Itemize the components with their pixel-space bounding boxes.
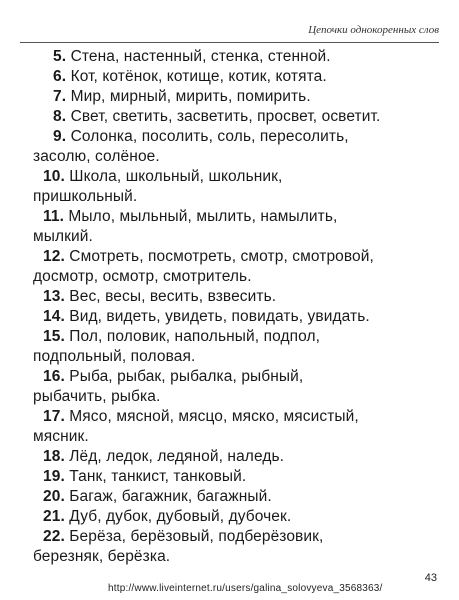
item-words-continuation: засолю, солёное. — [33, 148, 160, 165]
list-item — [33, 207, 443, 247]
list-item-first-line — [33, 307, 443, 327]
item-number: 11. — [43, 208, 64, 225]
list-item-first-line — [33, 467, 443, 487]
item-number: 5. — [53, 48, 67, 65]
item-words: Берёза, берёзовый, подберёзовик, — [69, 528, 324, 545]
list-item — [33, 47, 443, 67]
list-item — [33, 407, 443, 447]
list-item-first-line — [33, 447, 443, 467]
item-words: Мыло, мыльный, мылить, намылить, — [68, 208, 338, 225]
item-words: Лёд, ледок, ледяной, наледь. — [69, 448, 285, 465]
list-item — [33, 527, 443, 567]
item-words-continuation: мясник. — [33, 428, 89, 445]
item-words-continuation: березняк, берёзка. — [33, 548, 171, 565]
list-item — [33, 507, 443, 527]
item-number: 9. — [53, 128, 67, 145]
item-words: Смотреть, посмотреть, смотр, смотровой, — [69, 248, 374, 265]
item-words: Кот, котёнок, котище, котик, котята. — [70, 68, 327, 85]
item-number: 15. — [43, 328, 65, 345]
list-item — [33, 87, 443, 107]
item-number: 6. — [53, 68, 67, 85]
list-item — [33, 447, 443, 467]
list-item — [33, 367, 443, 407]
item-words: Вид, видеть, увидеть, повидать, увидать. — [69, 308, 370, 325]
list-item-first-line — [33, 507, 443, 527]
item-number: 20. — [43, 488, 65, 505]
item-words: Вес, весы, весить, взвесить. — [69, 288, 277, 305]
item-words-continuation: рыбачить, рыбка. — [33, 388, 161, 405]
list-item — [33, 467, 443, 487]
item-number: 10. — [43, 168, 65, 185]
list-item — [33, 487, 443, 507]
item-number: 19. — [43, 468, 65, 485]
list-item-first-line — [33, 287, 443, 307]
list-item — [33, 127, 443, 167]
page-number: 43 — [424, 572, 437, 584]
list-item-first-line — [33, 407, 443, 427]
running-header: Цепочки однокоренных слов — [308, 24, 439, 36]
word-chain-list — [33, 47, 443, 567]
item-words: Мясо, мясной, мясцо, мяско, мясистый, — [69, 408, 359, 425]
list-item-first-line — [33, 327, 443, 347]
list-item-first-line — [33, 247, 443, 267]
item-words-continuation: пришкольный. — [33, 188, 138, 205]
list-item — [33, 247, 443, 287]
list-item-first-line — [33, 107, 443, 127]
list-item-first-line — [33, 127, 443, 147]
item-words: Рыба, рыбак, рыбалка, рыбный, — [69, 368, 304, 385]
item-words: Багаж, багажник, багажный. — [69, 488, 272, 505]
item-number: 18. — [43, 448, 65, 465]
item-words: Мир, мирный, мирить, помирить. — [70, 88, 311, 105]
item-words: Пол, половик, напольный, подпол, — [69, 328, 321, 345]
item-words: Свет, светить, засветить, просвет, осветит. — [70, 108, 381, 125]
list-item-first-line — [33, 67, 443, 87]
list-item-first-line — [33, 527, 443, 547]
list-item-first-line — [33, 87, 443, 107]
list-item — [33, 287, 443, 307]
item-words: Школа, школьный, школьник, — [69, 168, 283, 185]
item-number: 21. — [43, 508, 65, 525]
item-number: 14. — [43, 308, 65, 325]
list-item — [33, 327, 443, 367]
item-number: 7. — [53, 88, 67, 105]
item-words: Солонка, посолить, соль, пересолить, — [70, 128, 349, 145]
list-item-first-line — [33, 167, 443, 187]
list-item — [33, 167, 443, 207]
item-number: 17. — [43, 408, 65, 425]
list-item-first-line — [33, 367, 443, 387]
item-words-continuation: подпольный, половая. — [33, 348, 196, 365]
header-divider — [20, 42, 439, 43]
item-words: Танк, танкист, танковый. — [69, 468, 247, 485]
item-number: 12. — [43, 248, 65, 265]
list-item-first-line — [33, 47, 443, 67]
list-item — [33, 107, 443, 127]
item-number: 13. — [43, 288, 65, 305]
source-url[interactable]: http://www.liveinternet.ru/users/galina_solovyeva_3568363/ — [108, 583, 383, 594]
item-words-continuation: досмотр, осмотр, смотритель. — [33, 268, 252, 285]
item-number: 16. — [43, 368, 65, 385]
list-item-first-line — [33, 487, 443, 507]
item-number: 22. — [43, 528, 65, 545]
list-item — [33, 67, 443, 87]
list-item-first-line — [33, 207, 443, 227]
item-number: 8. — [53, 108, 67, 125]
item-words: Стена, настенный, стенка, стенной. — [70, 48, 331, 65]
item-words: Дуб, дубок, дубовый, дубочек. — [69, 508, 292, 525]
list-item — [33, 307, 443, 327]
item-words-continuation: мылкий. — [33, 228, 93, 245]
